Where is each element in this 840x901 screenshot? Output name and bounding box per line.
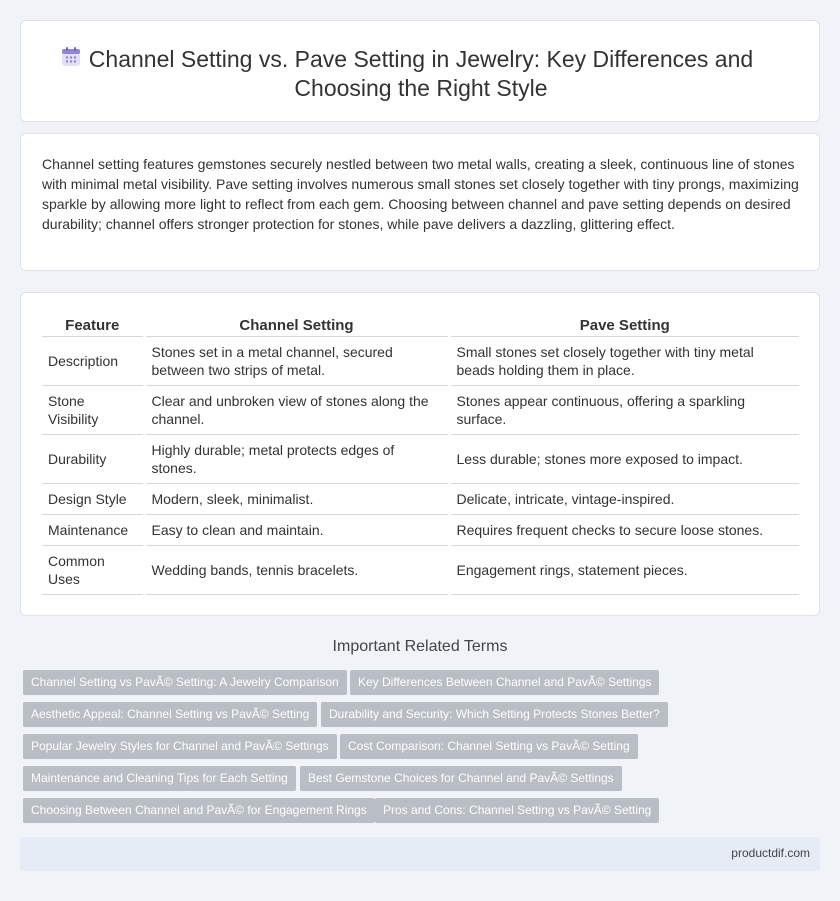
table-row: [42, 434, 799, 483]
footer: [20, 837, 820, 871]
related-tag[interactable]: Choosing Between Channel and PavÃ© for Engagement Rings: [23, 798, 375, 823]
column-header: Channel Setting: [144, 315, 449, 336]
column-header: Feature: [42, 315, 144, 336]
channel-cell: Highly durable; metal protects edges of stones.: [144, 434, 449, 483]
table-row: [42, 385, 799, 434]
channel-cell: Stones set in a metal channel, secured between two strips of metal.: [144, 336, 449, 385]
related-tag[interactable]: Aesthetic Appeal: Channel Setting vs PavÃ© Setting: [23, 702, 317, 727]
pave-cell: Delicate, intricate, vintage-inspired.: [449, 483, 799, 514]
related-tag[interactable]: Popular Jewelry Styles for Channel and PavÃ© Settings: [23, 734, 337, 759]
feature-cell: Durability: [42, 434, 144, 483]
channel-cell: Modern, sleek, minimalist.: [144, 483, 449, 514]
feature-cell: Description: [42, 336, 144, 385]
table-row: [42, 545, 799, 594]
related-tag[interactable]: Key Differences Between Channel and PavÃ© Settings: [350, 670, 659, 695]
pave-cell: Requires frequent checks to secure loose stones.: [449, 514, 799, 545]
page-title: Channel Setting vs. Pave Setting in Jewelry: Key Differences and Choosing the Right Style: [88, 46, 754, 101]
related-tag[interactable]: Channel Setting vs PavÃ© Setting: A Jewelry Comparison: [23, 670, 347, 695]
related-tag[interactable]: Cost Comparison: Channel Setting vs PavÃ© Setting: [340, 734, 638, 759]
feature-cell: Common Uses: [42, 545, 144, 594]
channel-cell: Clear and unbroken view of stones along the channel.: [144, 385, 449, 434]
feature-cell: Stone Visibility: [42, 385, 144, 434]
table-header-row: [42, 315, 799, 336]
site-name[interactable]: productdif.com: [731, 846, 810, 860]
pave-cell: Stones appear continuous, offering a sparkling surface.: [449, 385, 799, 434]
intro-card: [20, 133, 820, 271]
comparison-table: [42, 315, 799, 595]
table-row: [42, 483, 799, 514]
column-header: Pave Setting: [449, 315, 799, 336]
channel-cell: Easy to clean and maintain.: [144, 514, 449, 545]
table-row: [42, 514, 799, 545]
related-tag[interactable]: Pros and Cons: Channel Setting vs PavÃ© Setting: [375, 798, 659, 823]
pave-cell: Engagement rings, statement pieces.: [449, 545, 799, 594]
comparison-card: [20, 292, 820, 616]
channel-cell: Wedding bands, tennis bracelets.: [144, 545, 449, 594]
pave-cell: Small stones set closely together with tiny metal beads holding them in place.: [449, 336, 799, 385]
related-terms-title: Important Related Terms: [332, 638, 508, 655]
feature-cell: Maintenance: [42, 514, 144, 545]
feature-cell: Design Style: [42, 483, 144, 514]
related-tag[interactable]: Maintenance and Cleaning Tips for Each Setting: [23, 766, 296, 791]
header-card: [20, 20, 820, 122]
pave-cell: Less durable; stones more exposed to impact.: [449, 434, 799, 483]
intro-paragraph: Channel setting features gemstones securely nestled between two metal walls, creating a sleek, continuous line of stones with minimal metal visibility. Pave setting involves numerous small stones set closely together with tiny prongs, maximizing sparkle by allowing more light to reflect from each gem. Choosing between channel and pave setting depends on desired durability; channel offers stronger protection for stones, while pave delivers a dazzling, glittering effect.: [42, 156, 799, 232]
table-row: [42, 336, 799, 385]
related-tag[interactable]: Durability and Security: Which Setting Protects Stones Better?: [321, 702, 668, 727]
related-tag[interactable]: Best Gemstone Choices for Channel and PavÃ© Settings: [300, 766, 622, 791]
